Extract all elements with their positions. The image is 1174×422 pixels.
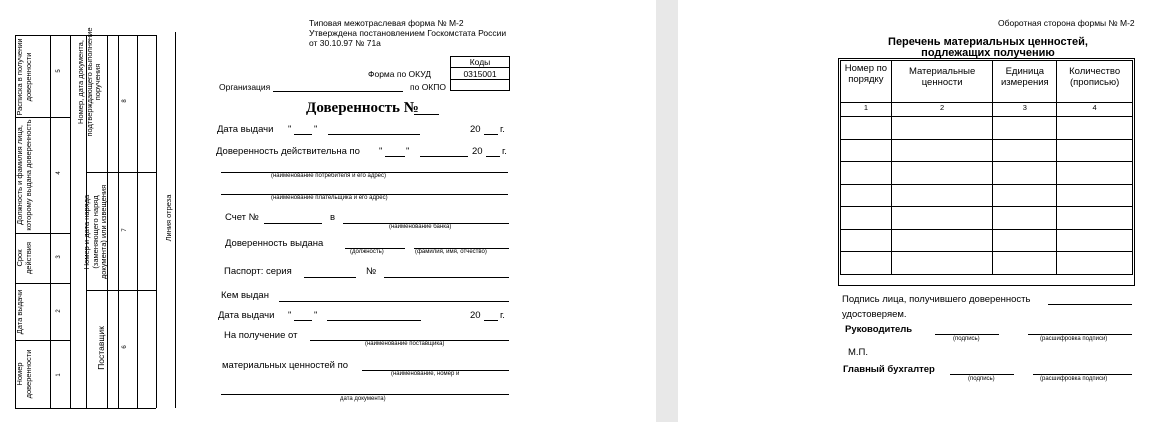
stub-col-document: Номер, дата документа, подтверждающего выполнение поручения: [76, 27, 103, 137]
passport-number-field[interactable]: [384, 277, 509, 278]
passport-month-field[interactable]: [327, 320, 421, 321]
head-decode-hint: (расшифровка подписи): [1040, 336, 1108, 342]
organization-label: Организация: [219, 82, 271, 92]
issue-date-label: Дата выдачи: [217, 124, 274, 135]
payer-hint: (наименование плательщика и его адрес): [271, 195, 388, 201]
stub-col-issue-date: Дата выдачи: [15, 289, 24, 335]
th-quantity: Количество (прописью): [1057, 61, 1133, 103]
stub-num-1: 1: [56, 373, 62, 377]
back-page: [678, 0, 1174, 422]
head-label: Руководитель: [845, 324, 913, 335]
th-number: Номер по порядку: [841, 61, 892, 103]
issued-by-field[interactable]: [279, 301, 509, 302]
document-date-field[interactable]: [221, 394, 509, 395]
form-approval-line: Утверждена постановлением Госкомстата России: [309, 28, 507, 38]
organization-field[interactable]: [273, 91, 403, 92]
head-signature-field[interactable]: [935, 334, 999, 335]
passport-label: Паспорт: серия: [224, 266, 292, 277]
valid-year-field[interactable]: [486, 156, 500, 157]
stub-col-receipt: Расписка в получении доверенности: [15, 38, 33, 116]
position-hint: (должность): [350, 249, 384, 255]
head-signature-hint: (подпись): [953, 336, 980, 342]
valuables-label: материальных ценностей по: [222, 360, 349, 371]
stub-col-position-name: Должность и фамилия лица, которому выдана доверенность: [15, 119, 33, 231]
accountant-decode-hint: (расшифровка подписи): [1040, 376, 1108, 382]
valid-day-field[interactable]: [385, 156, 405, 157]
stamp-label: М.П.: [848, 347, 869, 358]
cut-line-label: Линия отреза: [164, 194, 173, 242]
stub-col-validity: Срок действия: [15, 241, 33, 275]
valid-month-field[interactable]: [420, 156, 468, 157]
issued-to-label: Доверенность выдана: [225, 238, 324, 249]
supplier-hint: (наименование поставщика): [365, 341, 445, 347]
back-title-1: Перечень материальных ценностей,: [888, 36, 1088, 48]
account-in-label: в: [330, 212, 336, 223]
bank-hint: (наименование банка): [389, 224, 452, 230]
th-valuables: Материальные ценности: [891, 61, 993, 103]
okud-code: 0315001: [463, 69, 497, 79]
form-number-field[interactable]: [414, 114, 439, 115]
codes-title: Коды: [469, 57, 491, 67]
stub-num-2: 2: [56, 309, 62, 313]
fio-hint: (фамилия, имя, отчество): [415, 249, 487, 255]
document-hint-1: (наименование, номер и: [391, 371, 460, 377]
valuables-table: Номер по порядку Материальные ценности Единица измерения Количество (прописью) 1 2 3 4: [840, 60, 1133, 275]
stub-col-number: Номер доверенности: [15, 349, 33, 399]
issued-by-label: Кем выдан: [221, 290, 269, 301]
stub-num-5: 5: [56, 69, 62, 73]
okpo-label: по ОКПО: [410, 82, 446, 92]
stub-num-4: 4: [56, 171, 62, 175]
stub-num-7: 7: [122, 228, 128, 232]
head-decode-field[interactable]: [1028, 334, 1132, 335]
issue-year-field[interactable]: [484, 134, 498, 135]
issue-month-field[interactable]: [328, 134, 420, 135]
stub-num-8: 8: [122, 99, 128, 103]
passport-day-field[interactable]: [294, 320, 312, 321]
account-label: Счет №: [225, 212, 259, 223]
th-unit: Единица измерения: [993, 61, 1057, 103]
stub-col-order: Номер и дата наряда (заменяющего наряд документа) или извещения: [82, 184, 109, 280]
front-page: Расписка в получении доверенности Должность и фамилия лица, которому выдана доверенность Срок действия Дата выдачи Номер доверенности Номер, дата документа, подтверждающего выполнение поручения Номер и дата наряда (заменяющего наряд документа) или извещения Поставщик 5 4 3 2 1 8 7 6 Линия отреза Типовая межотраслевая форма № М-2 Утверждена постановлением Госкомстата России от 30.10.97 № 71а Коды 0315001 Форма по ОКУД по ОКПО Организация Доверенность № Дата выдачи " " 20 г. Доверенность действительна по " " 20 г. (наименование потребителя и его адрес) (наименование плательщика и его адрес) Счет № в (наименование банка) Доверенность выдана (должность) (фамилия, имя, отчество) Паспорт: серия № Кем выдан Дата выдачи " " 20 г. На получение от (наименование поставщика) материальных ценностей по (наименование, номер и дата документа): [0, 0, 656, 422]
document-hint-2: дата документа): [340, 396, 386, 402]
accountant-signature-hint: (подпись): [968, 376, 995, 382]
issue-day-field[interactable]: [294, 134, 312, 135]
certify-label: удостоверяем.: [842, 309, 907, 320]
valid-until-label: Доверенность действительна по: [216, 146, 360, 157]
account-field[interactable]: [264, 223, 322, 224]
back-caption: Оборотная сторона формы № М-2: [998, 18, 1135, 28]
signature-field[interactable]: [1048, 304, 1132, 305]
consumer-hint: (наименование потребителя и его адрес): [271, 173, 386, 179]
signature-label: Подпись лица, получившего доверенность: [842, 294, 1031, 305]
passport-year-field[interactable]: [484, 320, 498, 321]
accountant-signature-field[interactable]: [950, 374, 1014, 375]
stub-num-6: 6: [122, 345, 128, 349]
receive-from-label: На получение от: [224, 330, 298, 341]
passport-series-field[interactable]: [304, 277, 356, 278]
form-approval-date: от 30.10.97 № 71а: [309, 38, 381, 48]
form-title: Доверенность №: [306, 100, 419, 116]
form-type-line: Типовая межотраслевая форма № М-2: [309, 18, 464, 28]
back-title-2: подлежащих получению: [921, 47, 1055, 59]
accountant-decode-field[interactable]: [1033, 374, 1132, 375]
stub-num-3: 3: [56, 255, 62, 259]
okud-label: Форма по ОКУД: [368, 69, 431, 79]
chief-accountant-label: Главный бухгалтер: [843, 364, 935, 375]
passport-date-label: Дата выдачи: [218, 310, 275, 321]
stub-col-supplier: Поставщик: [96, 326, 106, 370]
